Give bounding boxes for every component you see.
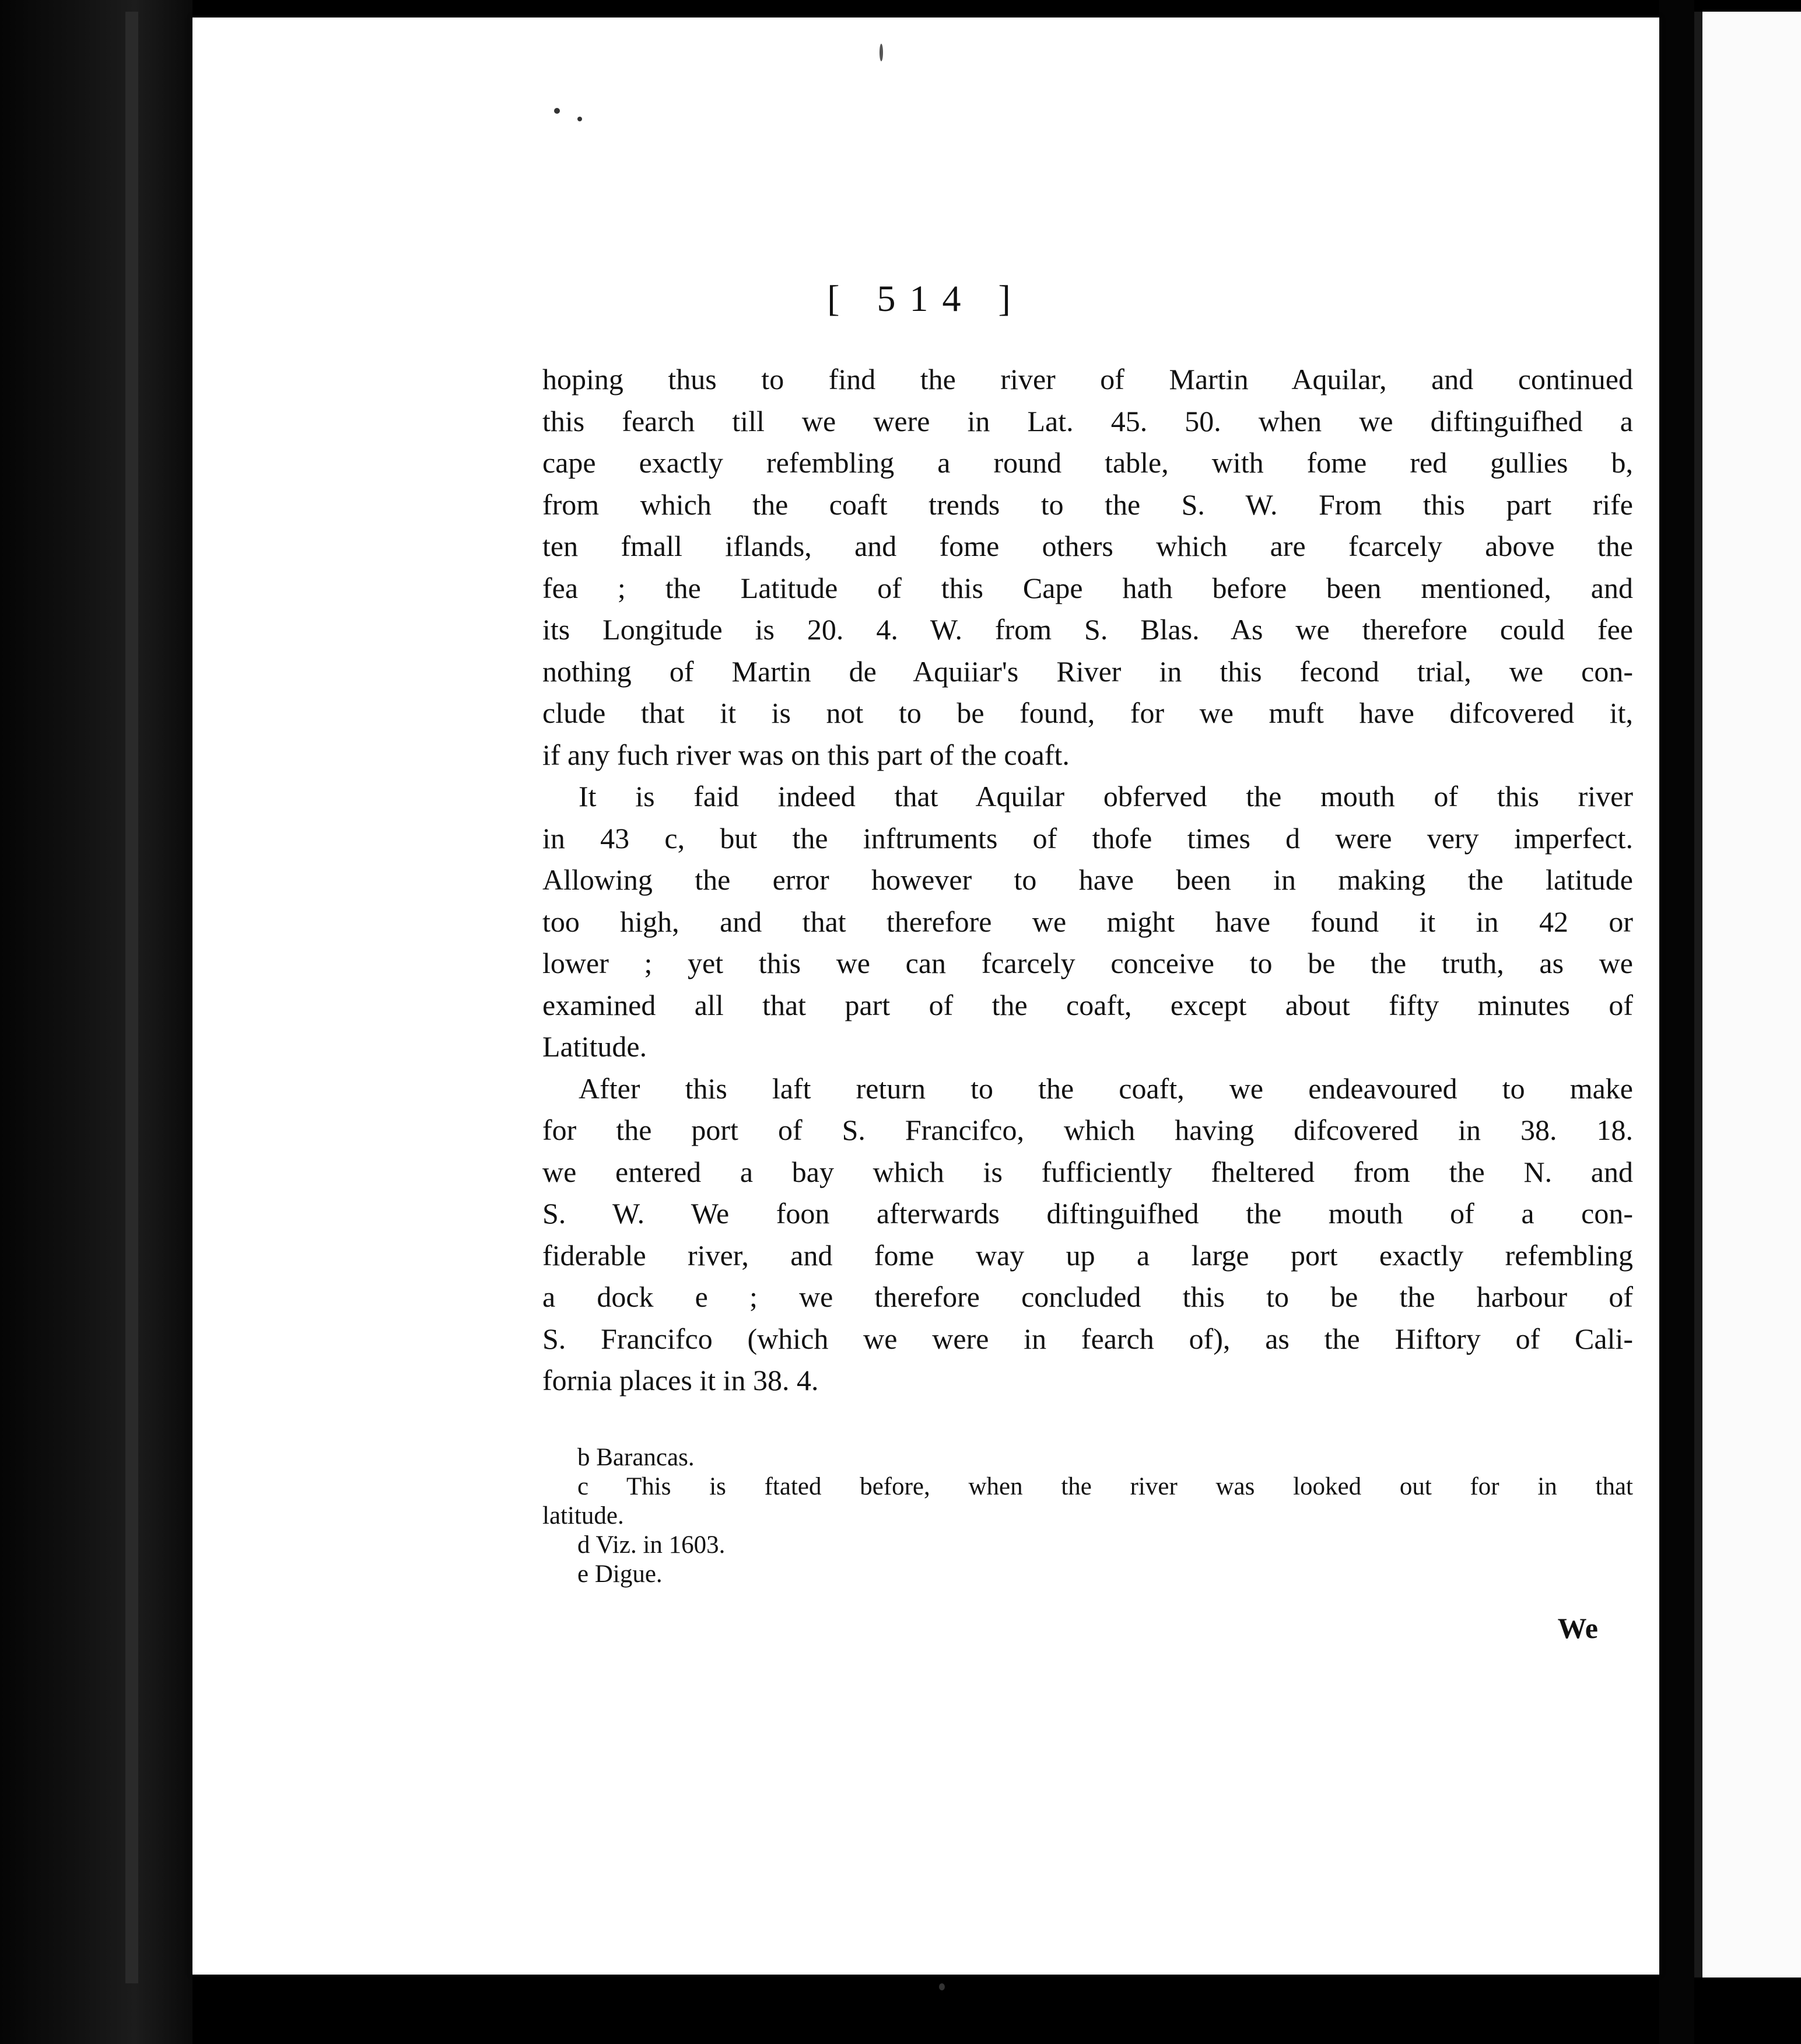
text-line: clude that it is not to be found, for we muft have difcovered it, bbox=[542, 696, 1633, 729]
footnote: b Barancas. bbox=[577, 1444, 695, 1471]
text-line: nothing of Martin de Aquiiar's River in this fecond trial, we con- bbox=[542, 654, 1633, 688]
footnote-continuation: latitude. bbox=[542, 1502, 624, 1530]
text-line: Latitude. bbox=[542, 1030, 647, 1063]
footnotes bbox=[542, 1443, 1633, 1589]
text-line: we entered a bay which is fufficiently fheltered from the N. and bbox=[542, 1155, 1633, 1188]
text-line: if any fuch river was on this part of the coaft. bbox=[542, 738, 1070, 771]
body-text bbox=[542, 359, 1633, 1402]
text-line: ten fmall iflands, and fome others which are fcarcely above the bbox=[542, 530, 1633, 562]
text-line: hoping thus to find the river of Martin Aquilar, and continued bbox=[542, 363, 1633, 396]
footnote: c This is ftated before, when the river was looked out for in that bbox=[577, 1473, 1633, 1500]
text-line: cape exactly refembling a round table, with fome red gullies b, bbox=[542, 446, 1633, 479]
catchword: We bbox=[1557, 1612, 1598, 1644]
book-page bbox=[192, 18, 1659, 1975]
text-line: for the port of S. Francifco, which having difcovered in 38. 18. bbox=[542, 1114, 1633, 1146]
page-number: [ 514 ] bbox=[827, 278, 1025, 319]
text-line: this fearch till we were in Lat. 45. 50. when we diftinguifhed a bbox=[542, 404, 1633, 438]
text-line: too high, and that therefore we might have found it in 42 or bbox=[542, 905, 1633, 938]
text-line: a dock e ; we therefore concluded this to be the harbour of bbox=[542, 1280, 1633, 1313]
text-line: S. W. We foon afterwards diftinguifhed the mouth of a con- bbox=[542, 1197, 1633, 1230]
text-line: fiderable river, and fome way up a large port exactly refembling bbox=[542, 1238, 1633, 1272]
next-page-edge bbox=[1694, 12, 1801, 1978]
text-line: It is faid indeed that Aquilar obferved the mouth of this river bbox=[579, 780, 1633, 813]
text-line: in 43 c, but the inftruments of thofe times d were very imperfect. bbox=[542, 821, 1633, 855]
text-line: examined all that part of the coaft, except about fifty minutes of bbox=[542, 988, 1633, 1021]
text-line: fea ; the Latitude of this Cape hath before been mentioned, and bbox=[542, 571, 1633, 604]
text-line: fornia places it in 38. 4. bbox=[542, 1364, 819, 1396]
text-line: S. Francifco (which we were in fearch of), as the Hiftory of Cali- bbox=[542, 1322, 1633, 1355]
footnote: d Viz. in 1603. bbox=[577, 1531, 726, 1559]
text-line: from which the coaft trends to the S. W. From this part rife bbox=[542, 488, 1633, 521]
binding-edge bbox=[125, 12, 138, 1983]
footnote: e Digue. bbox=[577, 1560, 663, 1588]
text-line: After this laft return to the coaft, we endeavoured to make bbox=[579, 1072, 1633, 1105]
page-gutter bbox=[1659, 0, 1694, 2044]
book-binding bbox=[0, 0, 192, 2044]
text-line: Allowing the error however to have been in making the latitude bbox=[542, 863, 1633, 896]
text-line: its Longitude is 20. 4. W. from S. Blas. As we therefore could fee bbox=[542, 613, 1633, 646]
text-line: lower ; yet this we can fcarcely conceive to be the truth, as we bbox=[542, 947, 1633, 979]
